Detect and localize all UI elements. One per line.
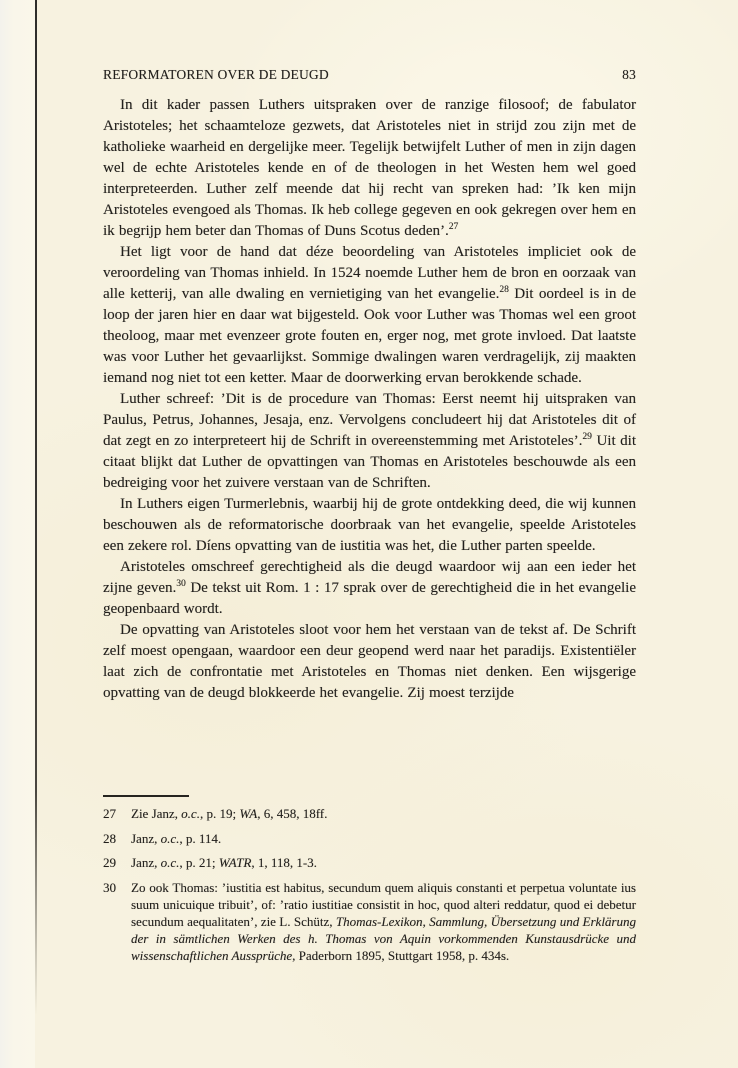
text-segment: Aristoteles omschreef gerechtigheid als die deugd waardoor wij aan een ieder het zijne geven.	[103, 559, 636, 596]
paragraph	[103, 95, 636, 242]
text-segment: Luther schreef: ’Dit is de procedure van Thomas: Eerst neemt hij uitspraken van Paulus, Petrus, Johannes, Jesaja, enz. Vervolgens concludeert hij dat Aristoteles dit of dat zegt en zo interpreteert hij de Schrift in overeenstemming met Aristoteles’.	[103, 391, 636, 449]
text-segment: o.c.	[181, 806, 200, 821]
text-segment: De opvatting van Aristoteles sloot voor hem het verstaan van de tekst af. De Schrift zelf moest opengaan, waardoor een deur geopend werd naar het paradijs. Existentiëler laat zich de confrontatie met Aristoteles en Thomas niet denken. Een wijsgerige opvatting van de deugd blokkeerde het evangelie. Zij moest terzijde	[103, 622, 636, 701]
paragraph	[103, 557, 636, 620]
footnote	[103, 805, 636, 822]
paragraph	[103, 494, 636, 557]
text-segment: De tekst uit Rom. 1 : 17 sprak over de gerechtigheid die in het evangelie geopenbaard wordt.	[103, 580, 636, 617]
footnote	[103, 854, 636, 871]
footnote-block	[103, 795, 636, 971]
footnote-ref: 28	[499, 285, 509, 295]
footnote	[103, 879, 636, 964]
page-header	[103, 66, 636, 83]
text-segment: , p. 21;	[179, 855, 219, 870]
text-segment: , 1, 118, 1-3.	[251, 855, 317, 870]
text-segment: WATR	[218, 855, 252, 870]
footnote-ref: 27	[448, 222, 459, 232]
text-segment: o.c.	[160, 855, 180, 870]
footnote-ref: 30	[176, 579, 186, 589]
text-segment: , p. 19;	[199, 806, 240, 821]
text-segment: Zo ook Thomas: ’iustitia est habitus, secundum quem aliquis constanti et perpetua voluntate ius suum unicuique tribuit’, of: ’ratio iustitiae consistit in hoc, quod alteri reddatur, quod ei debetur secundum aequalitaten’, zie L. Schütz,	[131, 879, 636, 929]
footnote-text	[131, 805, 636, 822]
text-segment: Janz,	[131, 830, 161, 846]
footnote-number: 29	[103, 855, 116, 870]
scan-margin-strip	[0, 0, 35, 1068]
text-segment: In dit kader passen Luthers uitspraken over de ranzige filosoof; de fabulator Aristoteles; het schaamteloze gezwets, dat Aristoteles niet in strijd zou zijn met de katholieke waarheid en dergelijke meer. Tegelijk betwijfelt Luther of men in zijn dagen wel de echte Aristoteles kende en of de theologen in het Westen hem wel goed interpreteerden. Luther zelf meende dat hij recht van spreken had: ’Ik ken mijn Aristoteles evengoed als Thomas. Ik heb college gegeven en ook gekregen over hem en ik begrijp hem beter dan Thomas of Duns Scotus deden’.	[103, 97, 636, 239]
paragraph	[103, 389, 636, 494]
footnote-separator-rule	[103, 795, 189, 797]
text-segment: In Luthers eigen Turmerlebnis, waarbij hij de grote ontdekking deed, die wij kunnen beschouwen als de reformatorische doorbraak van het evangelie, speelde Aristoteles een zekere rol. Díens opvatting van de iustitia was het, die Luther parten speelde.	[103, 496, 636, 554]
text-segment: , Paderborn 1895, Stuttgart 1958, p. 434s.	[292, 947, 510, 963]
text-segment: o.c.	[160, 830, 180, 846]
footnote	[103, 830, 636, 847]
footnote-text	[131, 830, 636, 847]
running-title: REFORMATOREN OVER DE DEUGD	[103, 67, 329, 82]
text-segment: , 6, 458, 18ff.	[257, 806, 328, 821]
page-content	[103, 66, 636, 704]
text-segment: Het ligt voor de hand dat déze beoordeling van Aristoteles impliciet ook de veroordeling van Thomas inhield. In 1524 noemde Luther hem de bron en oorzaak van alle ketterij, van alle dwaling en vernietiging van het evangelie.	[103, 244, 636, 302]
footnote-number: 30	[103, 879, 116, 895]
footnote-text	[131, 879, 636, 964]
footnote-text	[131, 854, 636, 871]
binding-edge-line	[35, 0, 37, 1015]
paragraph	[103, 242, 636, 389]
page-number: 83	[622, 67, 636, 82]
text-segment: WA	[239, 806, 258, 821]
text-segment: Janz,	[131, 855, 161, 870]
body-text	[103, 95, 636, 704]
text-segment: Dit oordeel is in de loop der jaren hier en daar wat bijgesteld. Ook voor Luther was Thomas wel een groot theoloog, maar met evenzeer grote fouten en, erger nog, met grote invloed. Dat laatste was voor Luther het gevaarlijkst. Sommige dwalingen waren verdragelijk, zij maakten iemand nog niet tot een ketter. Maar de doorwerking ervan berokkende schade.	[103, 286, 637, 386]
footnote-number: 27	[103, 806, 116, 821]
footnote-ref: 29	[582, 432, 592, 442]
text-segment: Uit dit citaat blijkt dat Luther de opvattingen van Thomas en Aristoteles beschouwde als een bedreiging voor het zuivere verstaan van de Schriften.	[103, 433, 636, 491]
text-segment: , p. 114.	[179, 830, 222, 846]
footnote-number: 28	[103, 830, 116, 846]
paragraph	[103, 620, 636, 704]
text-segment: Zie Janz,	[131, 806, 182, 821]
text-segment: Thomas-Lexikon, Sammlung, Übersetzung und Erklärung der in sämtlichen Werken des h. Thomas von Aquin vorkommenden Kunstausdrücke und wissenschaftlichen Aussprüche	[131, 913, 636, 963]
